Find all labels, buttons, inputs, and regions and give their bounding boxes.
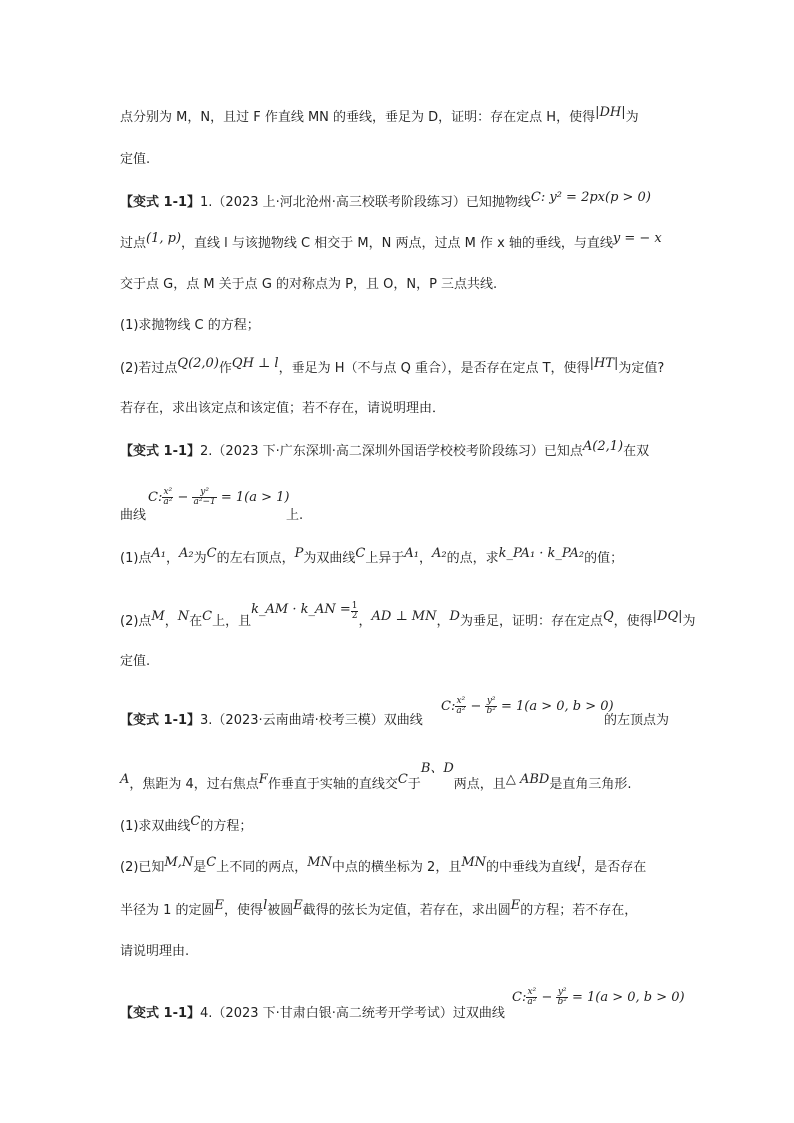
math-expression: Q(2,0) xyxy=(177,356,219,371)
text-line: (2)已知M,N是C上不同的两点，MN中点的横坐标为 2，且MN的中垂线为直线l，是否存在 xyxy=(120,855,647,875)
problem-heading-line: 【变式 1-1】4.（2023 下·甘肃白银·高二统考开学考试）过双曲线 xyxy=(120,1006,505,1021)
text: 作 xyxy=(218,361,232,376)
variant-label: 【变式 1-1】 xyxy=(120,713,201,728)
text-line: (1)求双曲线C的方程； xyxy=(120,814,253,834)
text: 为 xyxy=(625,110,639,125)
hyperbola-equation: C: $\frac{\text{x²}}{\text{a²}}$ − $\frac{\text{y²}}{\text{a²−1}}$ = 1(a > 1) xyxy=(148,487,290,507)
text: 在双 xyxy=(623,444,650,459)
text: 为定值? xyxy=(618,361,665,376)
text-line: 定值. xyxy=(120,654,151,669)
math-expression: |HT| xyxy=(589,356,619,371)
text: 1.（2023 上·河北沧州·高三校联考阶段练习）已知抛物线 xyxy=(200,195,531,210)
text-line xyxy=(120,152,150,168)
text-line xyxy=(120,105,639,126)
text: ，直线 l 与该抛物线 C 相交于 M，N 两点，过点 M 作 x 轴的垂线，与直线 xyxy=(181,236,613,251)
problem-heading-line: 【变式 1-1】3.（2023·云南曲靖·校考三模）双曲线 xyxy=(120,713,423,728)
text: 上. xyxy=(286,508,304,523)
text: 若存在，求出该定点和该定值；若不存在，请说明理由． xyxy=(120,401,446,416)
text-line: 半径为 1 的定圆E，使得l被圆E截得的弦长为定值，若存在，求出圆E的方程；若不存在， xyxy=(120,898,638,918)
math-expression: (1, p) xyxy=(146,231,182,246)
text-line xyxy=(120,508,146,524)
math-expression: QH ⊥ l xyxy=(231,356,279,371)
text-line xyxy=(120,277,497,293)
text: 交于点 G，点 M 关于点 G 的对称点为 P，且 O，N，P 三点共线. xyxy=(120,277,498,292)
text-line xyxy=(120,401,445,417)
text: ，垂足为 H（不与点 Q 重合），是否存在定点 T，使得 xyxy=(278,361,590,376)
math-expression: |DH| xyxy=(595,105,626,120)
text-line: (1)点A₁，A₂为C的左右顶点，P为双曲线C上异于A₁，A₂的点，求k_PA₁ · k_PA₂的值； xyxy=(120,546,624,566)
text-line: A，焦距为 4，过右焦点F作垂直于实轴的直线交C于B、D两点，且△ ABD是直角三角形. xyxy=(120,761,632,792)
text: 的左顶点为 xyxy=(604,713,670,728)
text-line: (2)点M，N在C上，且k_AM · k_AN = $\frac{1}{2}$ ，AD ⊥ MN，D为垂足，证明：存在定点Q，使得|DQ|为 xyxy=(120,601,696,629)
math-expression: A(2,1) xyxy=(582,439,624,454)
problem-heading-line xyxy=(120,439,650,460)
variant-label: 【变式 1-1】 xyxy=(120,444,201,459)
text: 点分别为 M，N，且过 F 作直线 MN 的垂线，垂足为 D，证明：存在定点 H，使得 xyxy=(120,110,596,125)
text: 2.（2023 下·广东深圳·高二深圳外国语学校校考阶段练习）已知点 xyxy=(200,444,583,459)
hyperbola-equation: C: $\frac{\text{x²}}{\text{a²}}$ − $\frac{\text{y²}}{\text{b²}}$ = 1(a > 0, b > 0) xyxy=(441,696,614,716)
text: 过点 xyxy=(120,236,147,251)
text: 定值. xyxy=(120,152,151,167)
math-expression: C: y² = 2px(p > 0) xyxy=(530,190,651,205)
hyperbola-equation: C: $\frac{\text{x²}}{\text{a²}}$ − $\frac{\text{y²}}{\text{b²}}$ = 1(a > 0, b > 0) xyxy=(512,987,685,1007)
variant-label: 【变式 1-1】 xyxy=(120,195,201,210)
text-line xyxy=(120,231,662,252)
problem-heading-line xyxy=(120,190,651,211)
math-expression: y = − x xyxy=(612,231,662,246)
variant-label: 【变式 1-1】 xyxy=(120,1006,201,1021)
text-line xyxy=(120,318,260,334)
text-line: 请说明理由. xyxy=(120,944,190,959)
text-line xyxy=(120,356,665,377)
text: (1)求抛物线 C 的方程； xyxy=(120,318,260,333)
text: 曲线 xyxy=(120,508,147,523)
text: (2)若过点 xyxy=(120,361,178,376)
